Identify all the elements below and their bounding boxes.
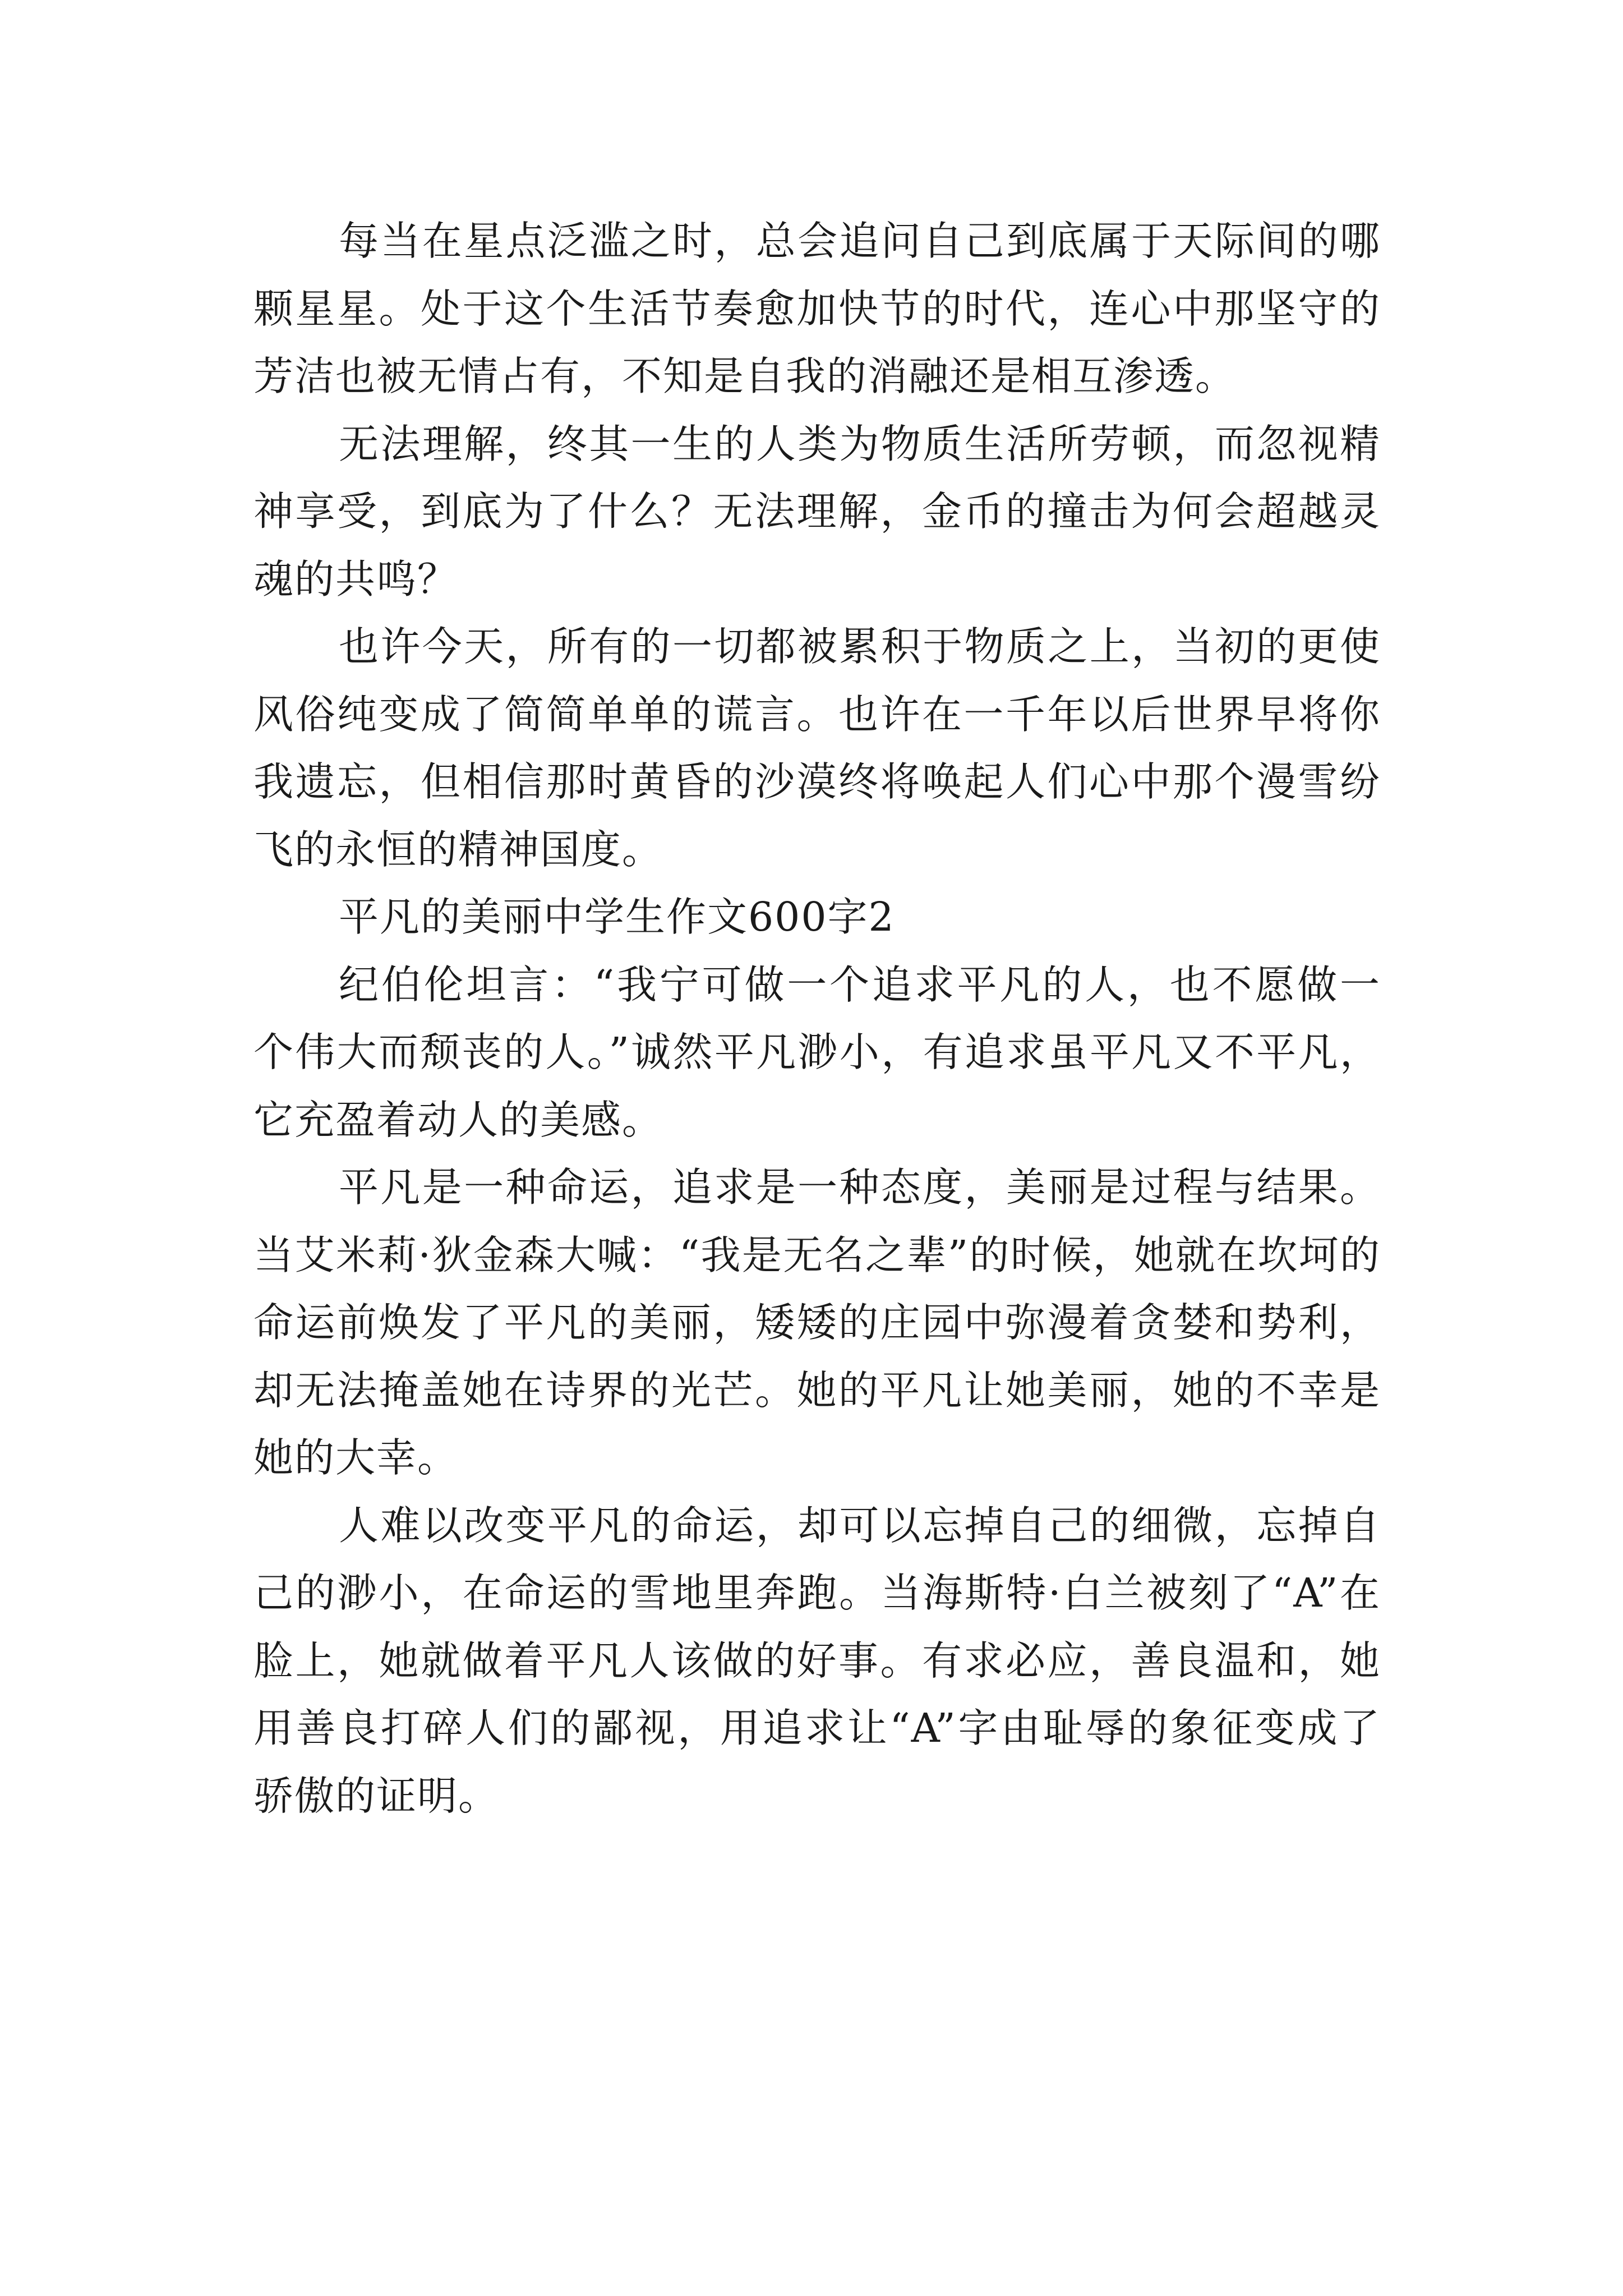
paragraph-1: 每当在星点泛滥之时，总会追问自己到底属于天际间的哪颗星星。处于这个生活节奏愈加快节的时代，连心中那坚守的芳洁也被无情占有，不知是自我的消融还是相互渗透。 xyxy=(253,218,1381,399)
essay-title: 平凡的美丽中学生作文600字2 xyxy=(339,894,895,940)
paragraph-3: 也许今天，所有的一切都被累积于物质之上，当初的更使风俗纯变成了简简单单的谎言。也许在一千年以后世界早将你我遗忘，但相信那时黄昏的沙漠终将唤起人们心中那个漫雪纷飞的永恒的精神国度。 xyxy=(253,623,1381,873)
paragraph-6: 人难以改变平凡的命运，却可以忘掉自己的细微，忘掉自己的渺小，在命运的雪地里奔跑。当海斯特·白兰被刻了“A”在脸上，她就做着平凡人该做的好事。有求必应，善良温和，她用善良打碎人们的鄙视，用追求让“A”字由耻辱的象征变成了骄傲的证明。 xyxy=(253,1502,1381,1819)
paragraph-2: 无法理解，终其一生的人类为物质生活所劳顿，而忽视精神享受，到底为了什么？无法理解，金币的撞击为何会超越灵魂的共鸣？ xyxy=(253,420,1381,602)
paragraph-5: 平凡是一种命运，追求是一种态度，美丽是过程与结果。当艾米莉·狄金森大喊：“我是无名之辈”的时候，她就在坎坷的命运前焕发了平凡的美丽，矮矮的庄园中弥漫着贪婪和势利，却无法掩盖她在诗界的光芒。她的平凡让她美丽，她的不幸是她的大幸。 xyxy=(253,1164,1381,1481)
document-body xyxy=(253,208,1381,1830)
paragraph-4: 纪伯伦坦言：“我宁可做一个追求平凡的人，也不愿做一个伟大而颓丧的人。”诚然平凡渺小，有追求虽平凡又不平凡，它充盈着动人的美感。 xyxy=(253,961,1381,1143)
